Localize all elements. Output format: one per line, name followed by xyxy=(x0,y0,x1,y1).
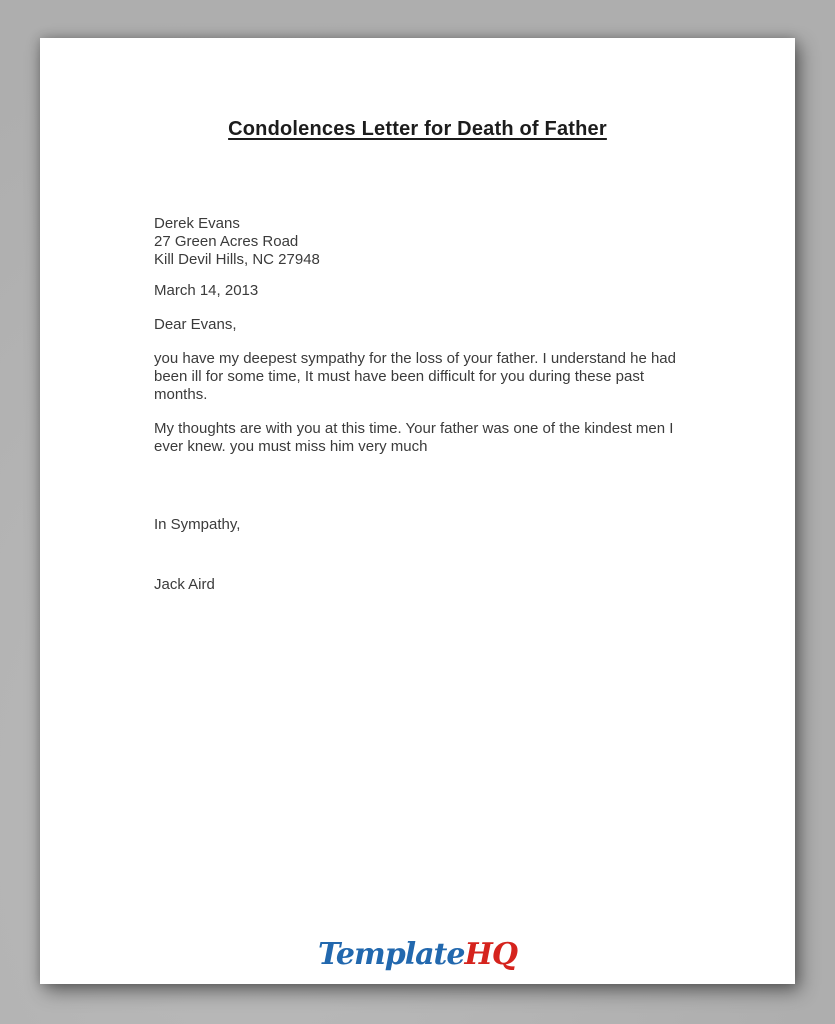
letter-title: Condolences Letter for Death of Father xyxy=(228,118,607,140)
signature-name: Jack Aird xyxy=(154,576,215,593)
letter-page xyxy=(40,38,795,984)
logo-text-template: Template xyxy=(318,937,465,972)
recipient-city-state-zip: Kill Devil Hills, NC 27948 xyxy=(154,251,320,268)
recipient-name: Derek Evans xyxy=(154,215,240,232)
recipient-street: 27 Green Acres Road xyxy=(154,233,299,250)
salutation: Dear Evans, xyxy=(154,316,237,333)
recipient-address-block xyxy=(154,215,685,269)
logo-text-hq: HQ xyxy=(464,937,517,972)
body-paragraph-1: you have my deepest sympathy for the loss of your father. I understand he had been ill for some time, It must have been difficult for you during these past months. xyxy=(154,350,676,403)
letter-body xyxy=(40,215,795,594)
body-paragraph-2: My thoughts are with you at this time. Your father was one of the kindest men I ever knew. you must miss him very much xyxy=(154,420,674,455)
templatehq-logo xyxy=(40,937,795,972)
letter-date: March 14, 2013 xyxy=(154,282,259,299)
closing: In Sympathy, xyxy=(154,516,241,533)
